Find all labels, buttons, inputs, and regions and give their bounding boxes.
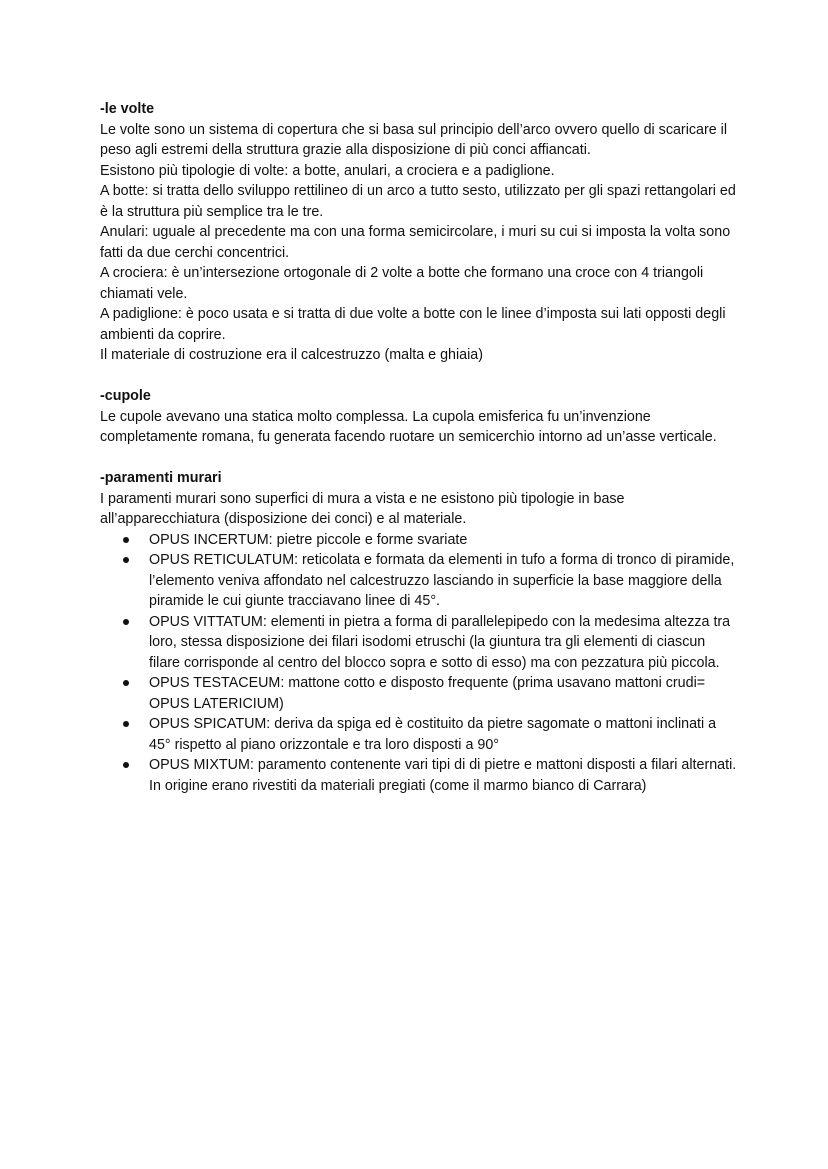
bullet-dot-icon — [123, 680, 129, 686]
bullet-dot-icon — [123, 557, 129, 563]
paragraph: I paramenti murari sono superfici di mura a vista e ne esistono più tipologie in base all’apparecchiatura (disposizione dei conci) e al materiale. — [100, 490, 625, 527]
paragraph: Anulari: uguale al precedente ma con una forma semicircolare, i muri su cui si imposta la volta sono fatti da due cerchi concentrici. — [100, 224, 731, 261]
section-heading: -cupole — [100, 388, 151, 404]
paragraph: Le volte sono un sistema di copertura che si basa sul principio dell’arco ovvero quello di scaricare il peso agli estremi della struttura grazie alla disposizione di più conci affiancati. — [100, 121, 728, 158]
bullet-dot-icon — [123, 619, 129, 625]
bullet-dot-icon — [123, 762, 129, 768]
section-paramenti-murari — [100, 468, 740, 796]
section-cupole — [100, 386, 740, 448]
list-item — [100, 550, 740, 612]
bullet-list — [100, 530, 740, 797]
section-heading: -paramenti murari — [100, 470, 222, 486]
section-volte — [100, 99, 740, 366]
list-item — [100, 612, 740, 674]
section-heading: -le volte — [100, 101, 155, 117]
paragraph: A crociera: è un’intersezione ortogonale di 2 volte a botte che formano una croce con 4 triangoli chiamati vele. — [100, 265, 704, 302]
list-item-text: OPUS VITTATUM: elementi in pietra a forma di parallelepipedo con la medesima altezza tra loro, stessa disposizione dei filari isodomi etruschi (la giuntura tra gli elementi di ciascun filare corrisponde al centro del blocco sopra e sotto di esso) ma con pezzatura più piccola. — [149, 613, 731, 671]
list-item-text: OPUS TESTACEUM: mattone cotto e disposto frequente (prima usavano mattoni crudi= OPUS LATERICIUM) — [149, 675, 706, 712]
list-item-text: OPUS RETICULATUM: reticolata e formata da elementi in tufo a forma di tronco di piramide, l’elemento veniva affondato nel calcestruzzo lasciando in superficie la base maggiore della piramide le cui giunte tracciavano linee di 45°. — [149, 552, 735, 609]
paragraph: A botte: si tratta dello sviluppo rettilineo di un arco a tutto sesto, utilizzato per gli spazi rettangolari ed è la struttura più semplice tra le tre. — [100, 183, 736, 220]
list-item-text: OPUS MIXTUM: paramento contenente vari tipi di di pietre e mattoni disposti a filari alternati. In origine erano rivestiti da materiali pregiati (come il marmo bianco di Carrara) — [149, 757, 737, 794]
paragraph: Le cupole avevano una statica molto complessa. La cupola emisferica fu un’invenzione completamente romana, fu generata facendo ruotare un semicerchio intorno ad un’asse verticale. — [100, 408, 717, 445]
document-page — [100, 99, 740, 796]
list-item — [100, 755, 740, 796]
paragraph: Il materiale di costruzione era il calcestruzzo (malta e ghiaia) — [100, 347, 484, 363]
list-item-text: OPUS SPICATUM: deriva da spiga ed è costituito da pietre sagomate o mattoni inclinati a 45° rispetto al piano orizzontale e tra loro disposti a 90° — [149, 716, 717, 753]
list-item — [100, 530, 740, 551]
bullet-dot-icon — [123, 721, 129, 727]
list-item — [100, 673, 740, 714]
list-item — [100, 714, 740, 755]
paragraph: A padiglione: è poco usata e si tratta di due volte a botte con le linee d’imposta sui lati opposti degli ambienti da coprire. — [100, 306, 726, 343]
bullet-dot-icon — [123, 537, 129, 543]
paragraph: Esistono più tipologie di volte: a botte, anulari, a crociera e a padiglione. — [100, 162, 555, 179]
list-item-text: OPUS INCERTUM: pietre piccole e forme svariate — [149, 531, 468, 548]
